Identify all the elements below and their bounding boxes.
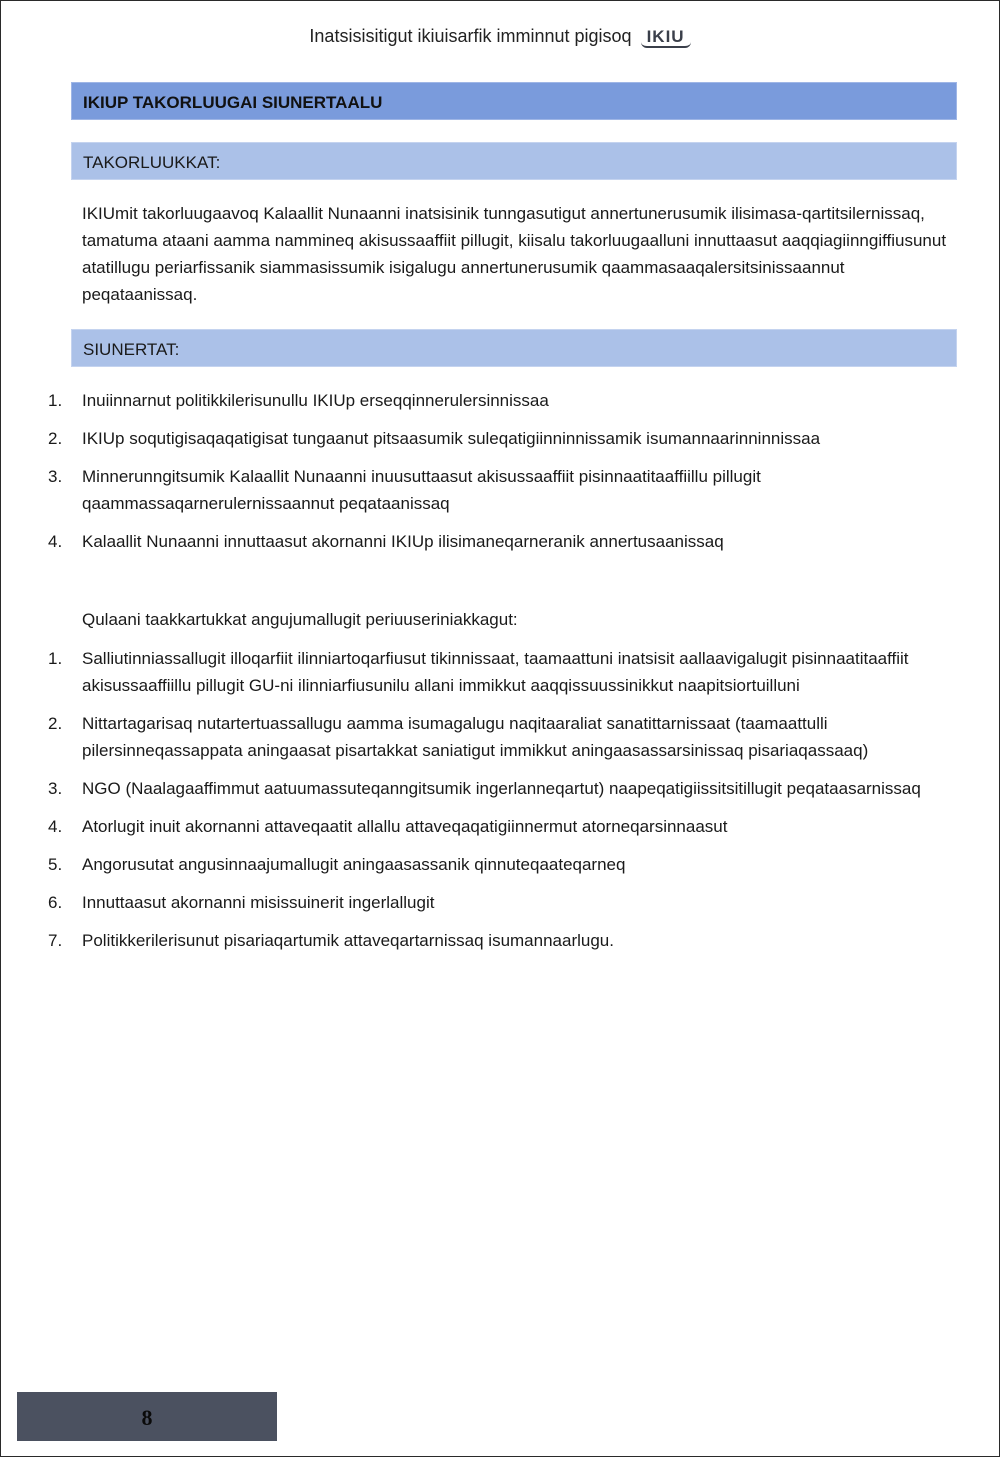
list-number: 2.	[48, 429, 63, 448]
list-number: 6.	[48, 893, 63, 912]
list-item	[0, 528, 1000, 555]
list-number: 4.	[48, 532, 63, 551]
list-number: 1.	[48, 391, 63, 410]
list-number: 5.	[48, 855, 63, 874]
list-text: Nittartagarisaq nutartertuassallugu aamma isumagalugu naqitaaraliat sanatittarnissaat (taamaattulli pilersinneqassappata aningaasat pisartakkat saniatigut immikkut aningaasassarsinissaq pisariaqassaaq)	[82, 714, 869, 760]
list-text: IKIUp soqutigisaqaqatigisat tungaanut pitsaasumik suleqatigiinninnissamik isumannaarinninnissaa	[82, 429, 821, 448]
list-number: 4.	[48, 817, 63, 836]
list-item	[0, 645, 1000, 699]
list-number: 7.	[48, 931, 63, 950]
page-number: 8	[17, 1392, 277, 1441]
list-number: 3.	[48, 467, 63, 486]
list-item	[0, 425, 1000, 452]
list-text: Inuiinnarnut politikkilerisunullu IKIUp erseqqinnerulersinnissaa	[82, 391, 549, 410]
list-text: NGO (Naalagaaffimmut aatuumassuteqanngitsumik ingerlanneqartut) naapeqatigiissitsitillugit peqataasarnissaq	[82, 779, 921, 798]
list-text: Minnerunngitsumik Kalaallit Nunaanni inuusuttaasut akisussaaffiit pisinnaatitaaffiillu pillugit qaammassaqarnerulernissaannut peqataanissaq	[82, 467, 761, 513]
list-text: Innuttaasut akornanni misissuinerit ingerlallugit	[82, 893, 435, 912]
list-item	[0, 710, 1000, 764]
methods-intro: Qulaani taakkartukkat angujumallugit periuuseriniakkagut:	[82, 610, 518, 629]
section-title: IKIUP TAKORLUUGAI SIUNERTAALU	[71, 82, 957, 120]
ikiu-logo: IKIU	[641, 28, 691, 48]
list-text: Kalaallit Nunaanni innuttaasut akornanni IKIUp ilisimaneqarneranik annertusaanissaq	[82, 532, 724, 551]
vision-heading: TAKORLUUKKAT:	[71, 142, 957, 180]
methods-list	[0, 645, 1000, 954]
list-number: 2.	[48, 714, 63, 733]
list-text: Angorusutat angusinnaajumallugit aningaasassanik qinnuteqaateqarneq	[82, 855, 626, 874]
list-item	[0, 463, 1000, 517]
list-item	[0, 889, 1000, 916]
goals-heading: SIUNERTAT:	[71, 329, 957, 367]
list-number: 3.	[48, 779, 63, 798]
list-item	[0, 775, 1000, 802]
vision-paragraph: IKIUmit takorluugaavoq Kalaallit Nunaanni inatsisinik tunngasutigut annertunerusumik ilisimasa-qartitsilernissaq, tamatuma ataani aamma nammineq akisussaaffiit pillugit, kiisalu takorluugaalluni innuttaasut aaqqiagiinngiffiusunut atatillugu periarfissanik siammasissumik isigalugu annertunerusumik qaammasaaqalersitsinissaannut peqataanissaq.	[82, 204, 947, 304]
list-number: 1.	[48, 649, 63, 668]
goals-list	[0, 387, 1000, 555]
list-item	[0, 813, 1000, 840]
page-header	[0, 26, 1000, 48]
list-item	[0, 387, 1000, 414]
list-text: Salliutinniassallugit illoqarfiit ilinniartoqarfiusut tikinnissaat, taamaattuni inatsisit aallaavigalugit pisinnaatitaaffiit akisussaaffiillu pillugit GU-ni ilinniarfiusunilu allani immikkut aaqqissuussinikkut naapitsiortuilluni	[82, 649, 909, 695]
header-title: Inatsisisitigut ikiuisarfik imminnut pigisoq	[309, 26, 632, 46]
list-item	[0, 851, 1000, 878]
list-text: Atorlugit inuit akornanni attaveqaatit allallu attaveqaqatigiinnermut atorneqarsinnaasut	[82, 817, 728, 836]
list-item	[0, 927, 1000, 954]
list-text: Politikkerilerisunut pisariaqartumik attaveqartarnissaq isumannaarlugu.	[82, 931, 614, 950]
